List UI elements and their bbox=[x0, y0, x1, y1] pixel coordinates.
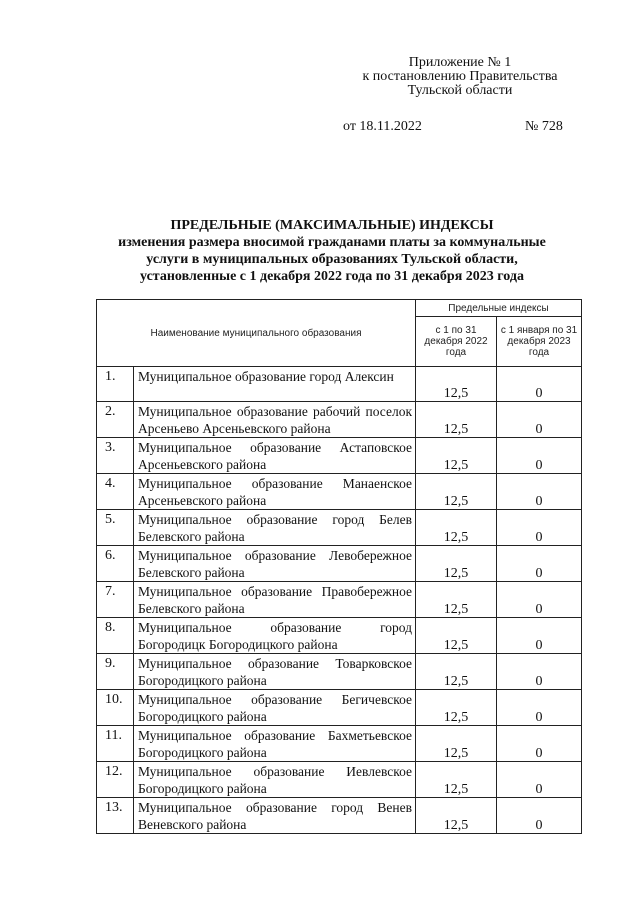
row-index-2022: 12,5 bbox=[416, 438, 497, 474]
table-row bbox=[97, 798, 582, 834]
row-index-2023: 0 bbox=[497, 654, 582, 690]
row-municipality-name: Муниципальное образование Левобережное Белевского района bbox=[134, 546, 416, 582]
row-index-2022: 12,5 bbox=[416, 510, 497, 546]
row-number: 10. bbox=[97, 690, 134, 726]
row-number: 12. bbox=[97, 762, 134, 798]
row-number: 2. bbox=[97, 402, 134, 438]
row-index-2023: 0 bbox=[497, 762, 582, 798]
row-index-2022: 12,5 bbox=[416, 402, 497, 438]
row-index-2023: 0 bbox=[497, 798, 582, 834]
row-index-2022: 12,5 bbox=[416, 690, 497, 726]
resolution-number: № 728 bbox=[525, 119, 563, 134]
row-index-2023: 0 bbox=[497, 726, 582, 762]
row-index-2023: 0 bbox=[497, 402, 582, 438]
table-row bbox=[97, 402, 582, 438]
header-group: Предельные индексы bbox=[416, 300, 582, 317]
indices-table bbox=[96, 299, 582, 834]
annex-line-3: Тульской области bbox=[407, 83, 513, 98]
row-index-2022: 12,5 bbox=[416, 618, 497, 654]
row-index-2022: 12,5 bbox=[416, 762, 497, 798]
row-index-2023: 0 bbox=[497, 510, 582, 546]
row-municipality-name: Муниципальное образование Манаенское Арсеньевского района bbox=[134, 474, 416, 510]
row-index-2023: 0 bbox=[497, 438, 582, 474]
table-row bbox=[97, 618, 582, 654]
table-row bbox=[97, 690, 582, 726]
row-municipality-name: Муниципальное образование Правобережное Белевского района bbox=[134, 582, 416, 618]
row-index-2023: 0 bbox=[497, 474, 582, 510]
table-row bbox=[97, 546, 582, 582]
title-line-4: установленные с 1 декабря 2022 года по 31 декабря 2023 года bbox=[140, 269, 524, 284]
row-municipality-name: Муниципальное образование город Венев Веневского района bbox=[134, 798, 416, 834]
row-index-2022: 12,5 bbox=[416, 474, 497, 510]
row-number: 6. bbox=[97, 546, 134, 582]
annex-line-1: Приложение № 1 bbox=[408, 55, 512, 70]
title-line-3: услуги в муниципальных образованиях Тульской области, bbox=[146, 252, 518, 267]
table-body bbox=[97, 367, 582, 834]
table-row bbox=[97, 582, 582, 618]
row-index-2023: 0 bbox=[497, 690, 582, 726]
row-municipality-name: Муниципальное образование город Белев Белевского района bbox=[134, 510, 416, 546]
resolution-date: от 18.11.2022 bbox=[343, 119, 422, 134]
row-number: 13. bbox=[97, 798, 134, 834]
header-name: Наименование муниципального образования bbox=[97, 300, 416, 367]
table-row bbox=[97, 474, 582, 510]
row-index-2022: 12,5 bbox=[416, 798, 497, 834]
row-municipality-name: Муниципальное образование Астаповское Арсеньевского района bbox=[134, 438, 416, 474]
row-municipality-name: Муниципальное образование Товарковское Богородицкого района bbox=[134, 654, 416, 690]
row-number: 4. bbox=[97, 474, 134, 510]
row-number: 7. bbox=[97, 582, 134, 618]
table-row bbox=[97, 654, 582, 690]
annex-line-2: к постановлению Правительства bbox=[362, 69, 558, 84]
row-index-2023: 0 bbox=[497, 582, 582, 618]
row-number: 11. bbox=[97, 726, 134, 762]
row-index-2023: 0 bbox=[497, 546, 582, 582]
table-row bbox=[97, 762, 582, 798]
row-municipality-name: Муниципальное образование рабочий поселок Арсеньево Арсеньевского района bbox=[134, 402, 416, 438]
row-municipality-name: Муниципальное образование Иевлевское Богородицкого района bbox=[134, 762, 416, 798]
row-number: 9. bbox=[97, 654, 134, 690]
row-index-2022: 12,5 bbox=[416, 726, 497, 762]
row-municipality-name: Муниципальное образование город Алексин bbox=[134, 367, 416, 402]
row-number: 3. bbox=[97, 438, 134, 474]
table-row bbox=[97, 438, 582, 474]
row-index-2022: 12,5 bbox=[416, 367, 497, 402]
header-col-2023: с 1 января по 31 декабря 2023 года bbox=[497, 317, 582, 367]
row-municipality-name: Муниципальное образование Бахметьевское Богородицкого района bbox=[134, 726, 416, 762]
table-row bbox=[97, 510, 582, 546]
row-index-2023: 0 bbox=[497, 618, 582, 654]
row-number: 5. bbox=[97, 510, 134, 546]
document-title bbox=[90, 217, 574, 285]
table-row bbox=[97, 726, 582, 762]
row-number: 8. bbox=[97, 618, 134, 654]
row-number: 1. bbox=[97, 367, 134, 402]
row-index-2023: 0 bbox=[497, 367, 582, 402]
table-row bbox=[97, 367, 582, 402]
header-col-2022: с 1 по 31 декабря 2022 года bbox=[416, 317, 497, 367]
annex-header bbox=[330, 56, 590, 98]
row-municipality-name: Муниципальное образование Бегичевское Богородицкого района bbox=[134, 690, 416, 726]
title-line-1: ПРЕДЕЛЬНЫЕ (МАКСИМАЛЬНЫЕ) ИНДЕКСЫ bbox=[170, 218, 494, 233]
row-index-2022: 12,5 bbox=[416, 546, 497, 582]
row-index-2022: 12,5 bbox=[416, 582, 497, 618]
title-line-2: изменения размера вносимой гражданами платы за коммунальные bbox=[118, 235, 546, 250]
row-index-2022: 12,5 bbox=[416, 654, 497, 690]
row-municipality-name: Муниципальное образование город Богородицк Богородицкого района bbox=[134, 618, 416, 654]
